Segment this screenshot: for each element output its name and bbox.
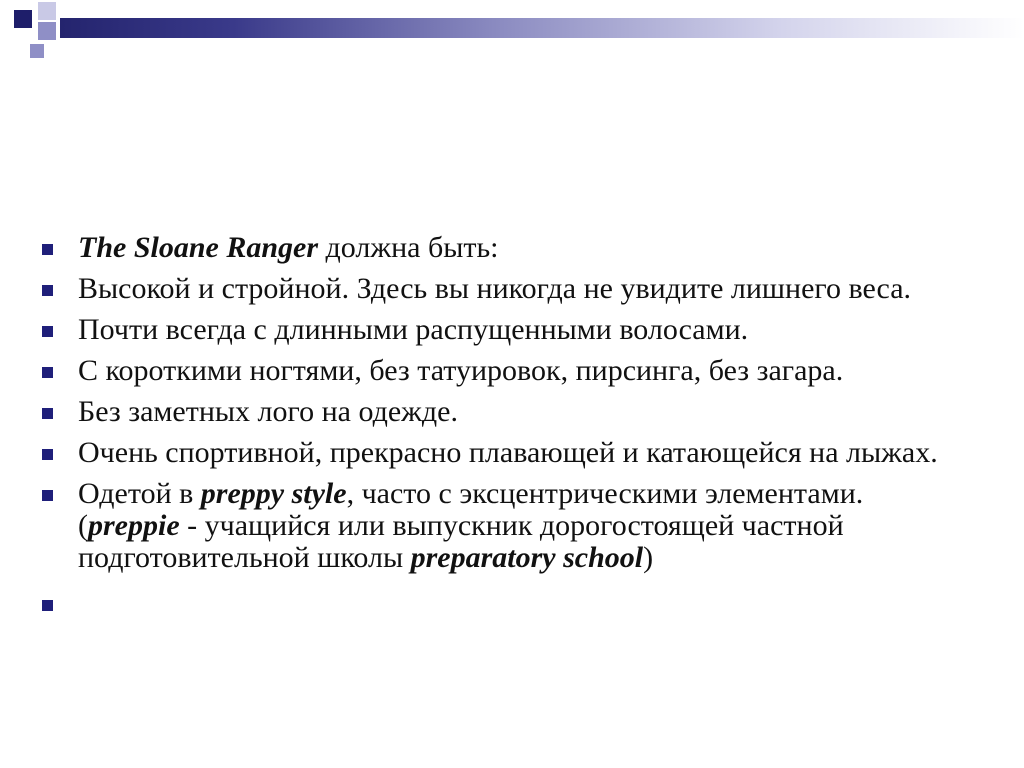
bullet-emphasis: preppy style — [200, 477, 347, 510]
bullet-item — [40, 314, 940, 346]
bullet-square-icon — [42, 600, 53, 611]
bullet-text: Одетой в — [78, 477, 201, 510]
bullet-text: ) — [643, 541, 654, 574]
bullet-item — [40, 273, 940, 305]
bullet-text: - учащийся или выпускник дорогостоящей частной подготовительной школы — [78, 509, 844, 574]
bullet-square-icon — [42, 367, 53, 378]
header-gradient-bar — [60, 18, 1024, 38]
bullet-text: Высокой и стройной. Здесь вы никогда не увидите лишнего веса. — [78, 272, 912, 305]
bullet-text: должна быть: — [318, 231, 499, 264]
bullet-text: Очень спортивной, прекрасно плавающей и катающейся на лыжах. — [78, 436, 938, 469]
bullet-square-icon — [42, 285, 53, 296]
bullet-text: , часто с эксцентрическими элементами. ( — [78, 477, 864, 542]
bullet-text: Почти всегда с длинными распущенными волосами. — [78, 313, 749, 346]
bullet-item — [40, 355, 940, 387]
bullet-emphasis: preparatory school — [410, 541, 644, 574]
bullet-square-icon — [42, 490, 53, 501]
bullet-item — [40, 478, 940, 574]
bullet-item — [40, 232, 940, 264]
bullet-list — [40, 232, 940, 588]
bullet-text: С короткими ногтями, без татуировок, пирсинга, без загара. — [78, 354, 844, 387]
bullet-square-icon — [42, 408, 53, 419]
corner-square-mid — [38, 22, 56, 40]
bullet-text: Без заметных лого на одежде. — [78, 395, 458, 428]
bullet-square-icon — [42, 449, 53, 460]
bullet-emphasis: preppie — [88, 509, 180, 542]
bullet-square-icon — [42, 244, 53, 255]
corner-square-small — [30, 44, 44, 58]
bullet-item — [40, 437, 940, 469]
bullet-item — [40, 396, 940, 428]
bullet-emphasis: The Sloane Ranger — [78, 231, 319, 264]
corner-square-light — [38, 2, 56, 20]
corner-square-dark — [14, 10, 32, 28]
bullet-square-icon — [42, 326, 53, 337]
